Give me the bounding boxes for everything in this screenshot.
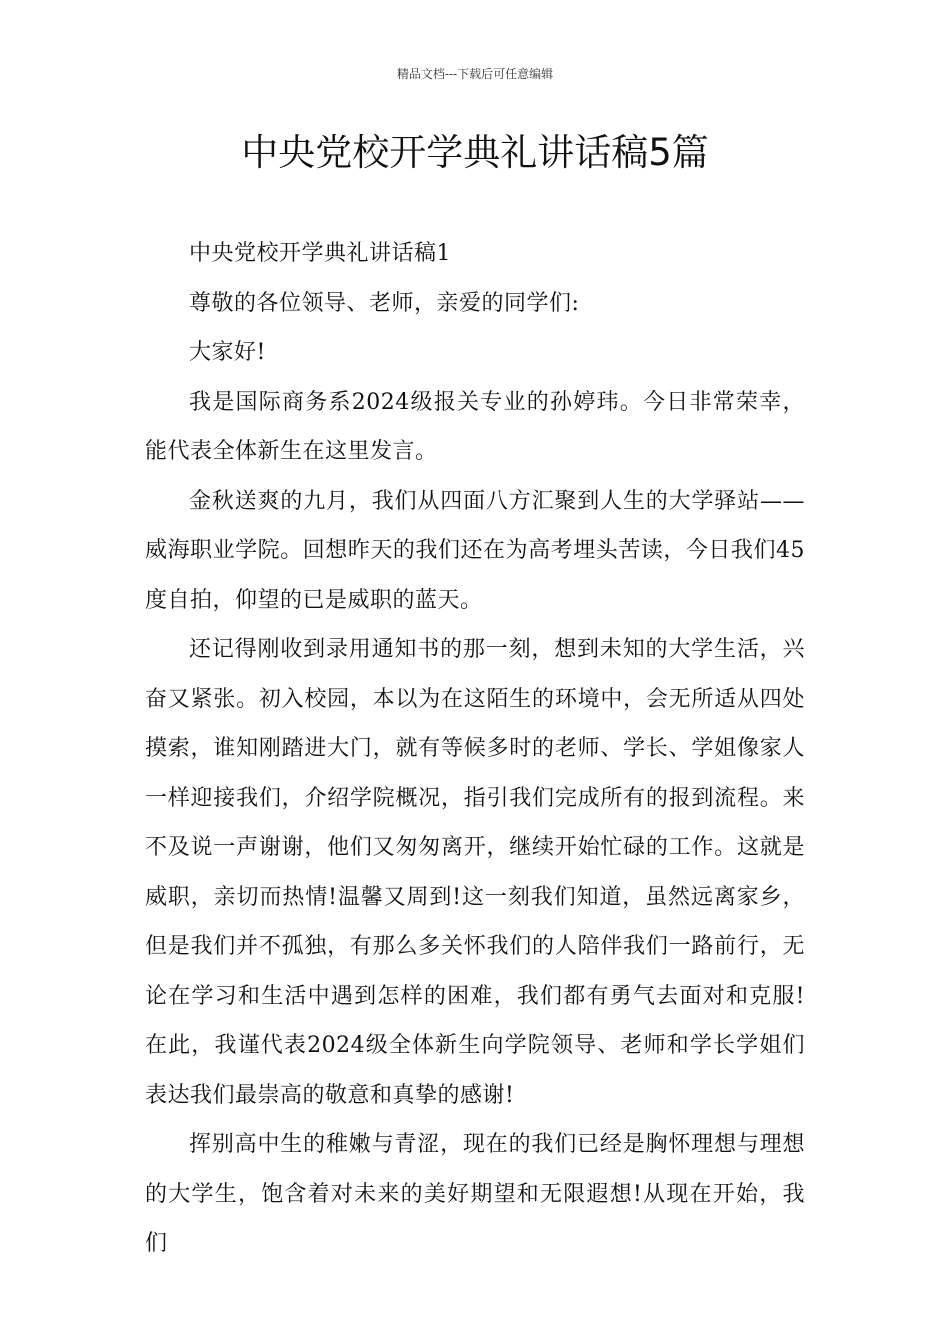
paragraph: 挥别高中生的稚嫩与青涩，现在的我们已经是胸怀理想与理想的大学生，饱含着对未来的美好期望和无限遐想!从现在开始，我们 [145, 1132, 805, 1256]
paragraph: 我是国际商务系2024级报关专业的孙婷玮。今日非常荣幸，能代表全体新生在这里发言。 [145, 389, 805, 464]
document-title: 中央党校开学典礼讲话稿5篇 [241, 131, 709, 174]
paragraph: 金秋送爽的九月，我们从四面八方汇聚到人生的大学驿站——威海职业学院。回想昨天的我们还在为高考埋头苦读，今日我们45度自拍，仰望的已是威职的蓝天。 [145, 488, 805, 613]
page-header-note: 精品文档---下载后可任意编辑 [396, 67, 554, 81]
paragraph: 还记得刚收到录用通知书的那一刻，想到未知的大学生活，兴奋又紧张。初入校园，本以为在这陌生的环境中，会无所适从四处摸索，谁知刚踏进大门，就有等候多时的老师、学长、学姐像家人一样迎接我们，介绍学院概况，指引我们完成所有的报到流程。来不及说一声谢谢，他们又匆匆离开，继续开始忙碌的工作。这就是威职，亲切而热情!温馨又周到!这一刻我们知道，虽然远离家乡，但是我们并不孤独，有那么多关怀我们的人陪伴我们一路前行，无论在学习和生活中遇到怎样的困难，我们都有勇气去面对和克服!在此，我谨代表2024级全体新生向学院领导、老师和学长学姐们表达我们最崇高的敬意和真挚的感谢! [145, 637, 805, 1108]
salutation: 尊敬的各位领导、老师，亲爱的同学们: [189, 290, 580, 316]
greeting: 大家好! [189, 340, 266, 365]
document-body [145, 229, 805, 1269]
section-heading: 中央党校开学典礼讲话稿1 [189, 241, 451, 266]
